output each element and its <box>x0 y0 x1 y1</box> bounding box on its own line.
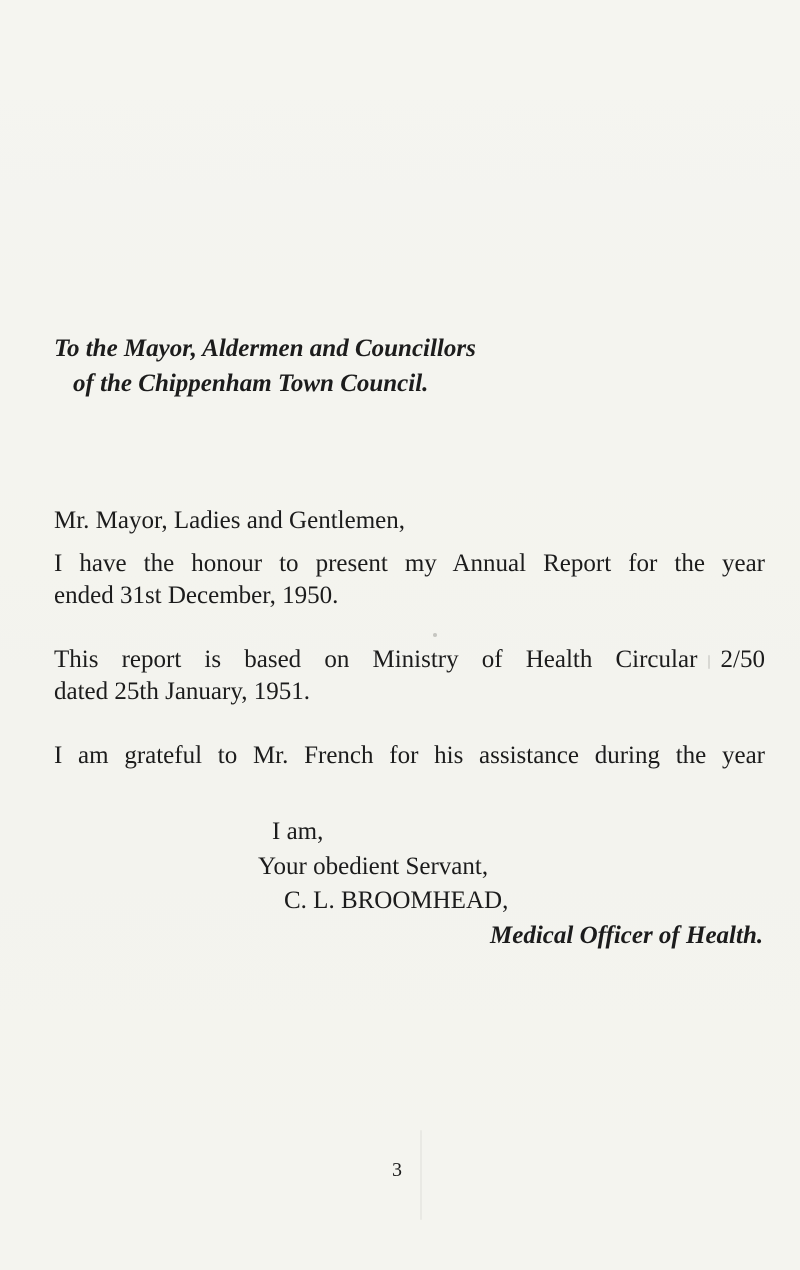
closing-line-1: I am, <box>272 818 324 845</box>
closing-line-2: Your obedient Servant, <box>258 853 489 880</box>
salutation: Mr. Mayor, Ladies and Gentlemen, <box>54 507 405 534</box>
scan-mark <box>708 655 710 669</box>
page-number: 3 <box>392 1159 402 1181</box>
paragraph-1-line-2: ended 31st December, 1950. <box>54 582 339 609</box>
signature: C. L. BROOMHEAD, <box>284 887 509 914</box>
scan-mark <box>420 1130 422 1220</box>
paragraph-2-line-2: dated 25th January, 1951. <box>54 678 310 705</box>
address-line-1: To the Mayor, Aldermen and Councillors <box>54 335 476 362</box>
paragraph-2-line-1: This report is based on Ministry of Health Circular 2/50 <box>54 646 765 673</box>
paragraph-3-line-1: I am grateful to Mr. French for his assistance during the year <box>54 742 765 769</box>
signatory-title: Medical Officer of Health. <box>490 922 764 949</box>
scan-speck <box>433 633 437 637</box>
address-line-2: of the Chippenham Town Council. <box>73 370 429 397</box>
paragraph-1-line-1: I have the honour to present my Annual Report for the year <box>54 550 765 577</box>
